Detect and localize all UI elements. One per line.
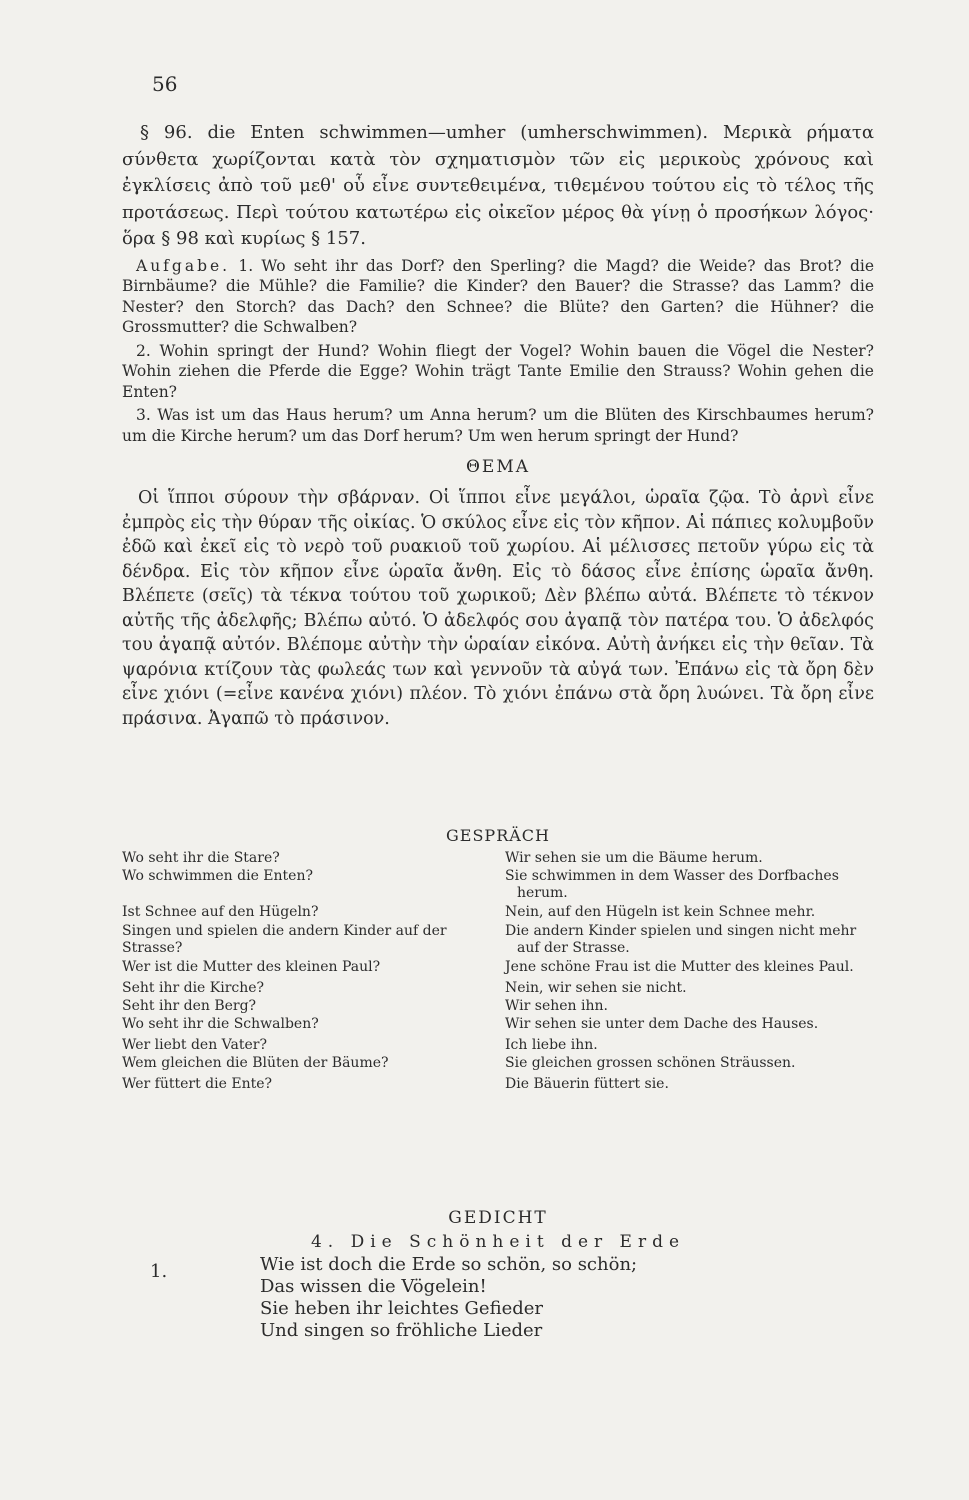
dialog-question: Wer ist die Mutter des kleinen Paul? xyxy=(122,959,381,975)
gedicht-section xyxy=(122,1208,874,1342)
dialog-answer: Ich liebe ihn. xyxy=(505,1037,598,1053)
dialog-answer: Sie schwimmen in dem Wasser des Dorfbaches herum. xyxy=(505,868,839,901)
exercise-3: 3. Was ist um das Haus herum? um Anna herum? um die Blüten des Kirschbaumes herum? um die Kirche herum? um das Dorf herum? Um wen herum springt der Hund? xyxy=(122,406,874,445)
poem-line: Und singen so fröhliche Lieder xyxy=(260,1320,543,1341)
dialog-row xyxy=(122,850,874,867)
dialog-answer: Sie gleichen grossen schönen Sträussen. xyxy=(505,1055,796,1071)
dialog-row xyxy=(122,998,874,1015)
main-text xyxy=(122,120,874,731)
dialog-answer: Nein, wir sehen sie nicht. xyxy=(505,980,687,996)
dialog-row xyxy=(122,868,874,902)
dialog-row xyxy=(122,959,874,976)
exercise-1 xyxy=(122,256,874,338)
stanza-number: 1. xyxy=(150,1261,168,1282)
dialog-question: Seht ihr den Berg? xyxy=(122,998,257,1014)
exercise-2: 2. Wohin springt der Hund? Wohin fliegt der Vogel? Wohin bauen die Vögel die Nester? Wohin ziehen die Pferde die Egge? Wohin trägt Tante Emilie den Strauss? Wohin gehen die Enten? xyxy=(122,341,874,401)
poem-title: 4. Die Schönheit der Erde xyxy=(310,1232,686,1252)
dialog-question: Wo schwimmen die Enten? xyxy=(122,868,313,884)
dialog-question: Wer füttert die Ente? xyxy=(122,1076,273,1092)
dialog-question: Wo seht ihr die Schwalben? xyxy=(122,1016,319,1032)
poem-line: Das wissen die Vögelein! xyxy=(260,1276,487,1297)
section-96-paragraph: § 96. die Enten schwimmen—umher (umherschwimmen). Μερικὰ ρήματα σύνθετα χωρίζονται κατὰ τὸν σχηματισμὸν τῶν εἰς μερικοὺς χρόνους καὶ ἐγκλίσεις ἀπὸ τοῦ μεθ' οὗ εἶνε συντεθειμένα, τιθεμένου τούτου εἰς τὸ τέλος τῆς προτάσεως. Περὶ τούτου κατωτέρω εἰς οἰκεῖον μέρος θὰ γίνῃ ὁ προσήκων λόγος· ὅρα § 98 καὶ κυρίως § 157. xyxy=(122,122,874,249)
dialog-answer: Wir sehen ihn. xyxy=(505,998,608,1014)
dialog-answer: Wir sehen sie unter dem Dache des Hauses. xyxy=(505,1016,819,1032)
dialog-row xyxy=(122,1016,874,1033)
exercise-1-text: 1. Wo seht ihr das Dorf? den Sperling? die Magd? die Weide? das Brot? die Birnbäume? die Mühle? die Familie? die Kinder? den Bauer? die Strasse? das Lamm? die Nester? den Storch? das Dach? den Schnee? die Blüte? den Garten? die Hühner? die Grossmutter? die Schwalben? xyxy=(122,256,874,336)
gedicht-heading: GEDICHT xyxy=(448,1208,548,1228)
dialog-row xyxy=(122,1055,874,1072)
page-number: 56 xyxy=(152,72,178,96)
dialog-row xyxy=(122,923,874,957)
poem-line: Wie ist doch die Erde so schön, so schön; xyxy=(260,1254,638,1275)
dialog-question: Ist Schnee auf den Hügeln? xyxy=(122,904,319,920)
gesprach-dialog xyxy=(122,826,874,1093)
poem-line: Sie heben ihr leichtes Gefieder xyxy=(260,1298,544,1319)
dialog-row xyxy=(122,1037,874,1054)
dialog-answer: Die andern Kinder spielen und singen nicht mehr auf der Strasse. xyxy=(505,923,857,956)
dialog-row xyxy=(122,980,874,997)
dialog-answer: Nein, auf den Hügeln ist kein Schnee mehr. xyxy=(505,904,816,920)
dialog-question: Wo seht ihr die Stare? xyxy=(122,850,280,866)
gesprach-heading: GESPRÄCH xyxy=(446,826,550,845)
dialog-question: Wem gleichen die Blüten der Bäume? xyxy=(122,1055,389,1071)
thema-text: Οἱ ἵπποι σύρουν τὴν σβάρναν. Οἱ ἵπποι εἶνε μεγάλοι, ὡραῖα ζῷα. Τὸ ἀρνὶ εἶνε ἐμπρὸς εἰς τὴν θύραν τῆς οἰκίας. Ὁ σκύλος εἶνε εἰς τὸν κῆπον. Αἱ πάπιες κολυμβοῦν ἐδῶ καὶ ἐκεῖ εἰς τὸ νερὸ τοῦ ρυακιοῦ τοῦ χωρίου. Αἱ μέλισσες πετοῦν γύρω εἰς τὰ δένδρα. Εἰς τὸν κῆπον εἶνε ὡραῖα ἄνθη. Εἰς τὸ δάσος εἶνε ἐπίσης ὡραῖα ἄνθη. Βλέπετε (σεῖς) τὰ τέκνα τούτου τοῦ χωρικοῦ; Δὲν βλέπω αὐτά. Βλέπετε τὸ τέκνον αὐτῆς τῆς ἀδελφῆς; Βλέπω αὐτό. Ὁ ἀδελφός σου ἀγαπᾷ τὸν πατέρα του. Ὁ ἀδελφός του ἀγαπᾷ αὐτόν. Βλέπομε αὐτὴν τὴν ὡραίαν εἰκόνα. Αὐτὴ ἀνήκει εἰς τὴν θεῖαν. Τὰ ψαρόνια κτίζουν τὰς φωλεάς των καὶ γεννοῦν τὰ αὐγά των. Ἐπάνω εἰς τὰ ὄρη δὲν εἶνε χιόνι (=εἶνε κανένα χιόνι) πλέον. Τὸ χιόνι ἐπάνω στὰ ὄρη λυώνει. Τὰ ὄρη εἶνε πράσινα. Ἀγαπῶ τὸ πράσινον. xyxy=(122,488,874,729)
dialog-question: Singen und spielen die andern Kinder auf der Strasse? xyxy=(122,923,447,956)
dialog-row xyxy=(122,1076,874,1093)
dialog-question: Wer liebt den Vater? xyxy=(122,1037,267,1053)
thema-heading: ΘΕΜΑ xyxy=(465,457,531,477)
dialog-answer: Wir sehen sie um die Bäume herum. xyxy=(505,850,763,866)
dialog-question: Seht ihr die Kirche? xyxy=(122,980,265,996)
dialog-row xyxy=(122,904,874,921)
dialog-answer: Jene schöne Frau ist die Mutter des kleines Paul. xyxy=(505,959,854,975)
aufgabe-label: Aufgabe. xyxy=(136,256,231,275)
dialog-answer: Die Bäuerin füttert sie. xyxy=(505,1076,669,1092)
